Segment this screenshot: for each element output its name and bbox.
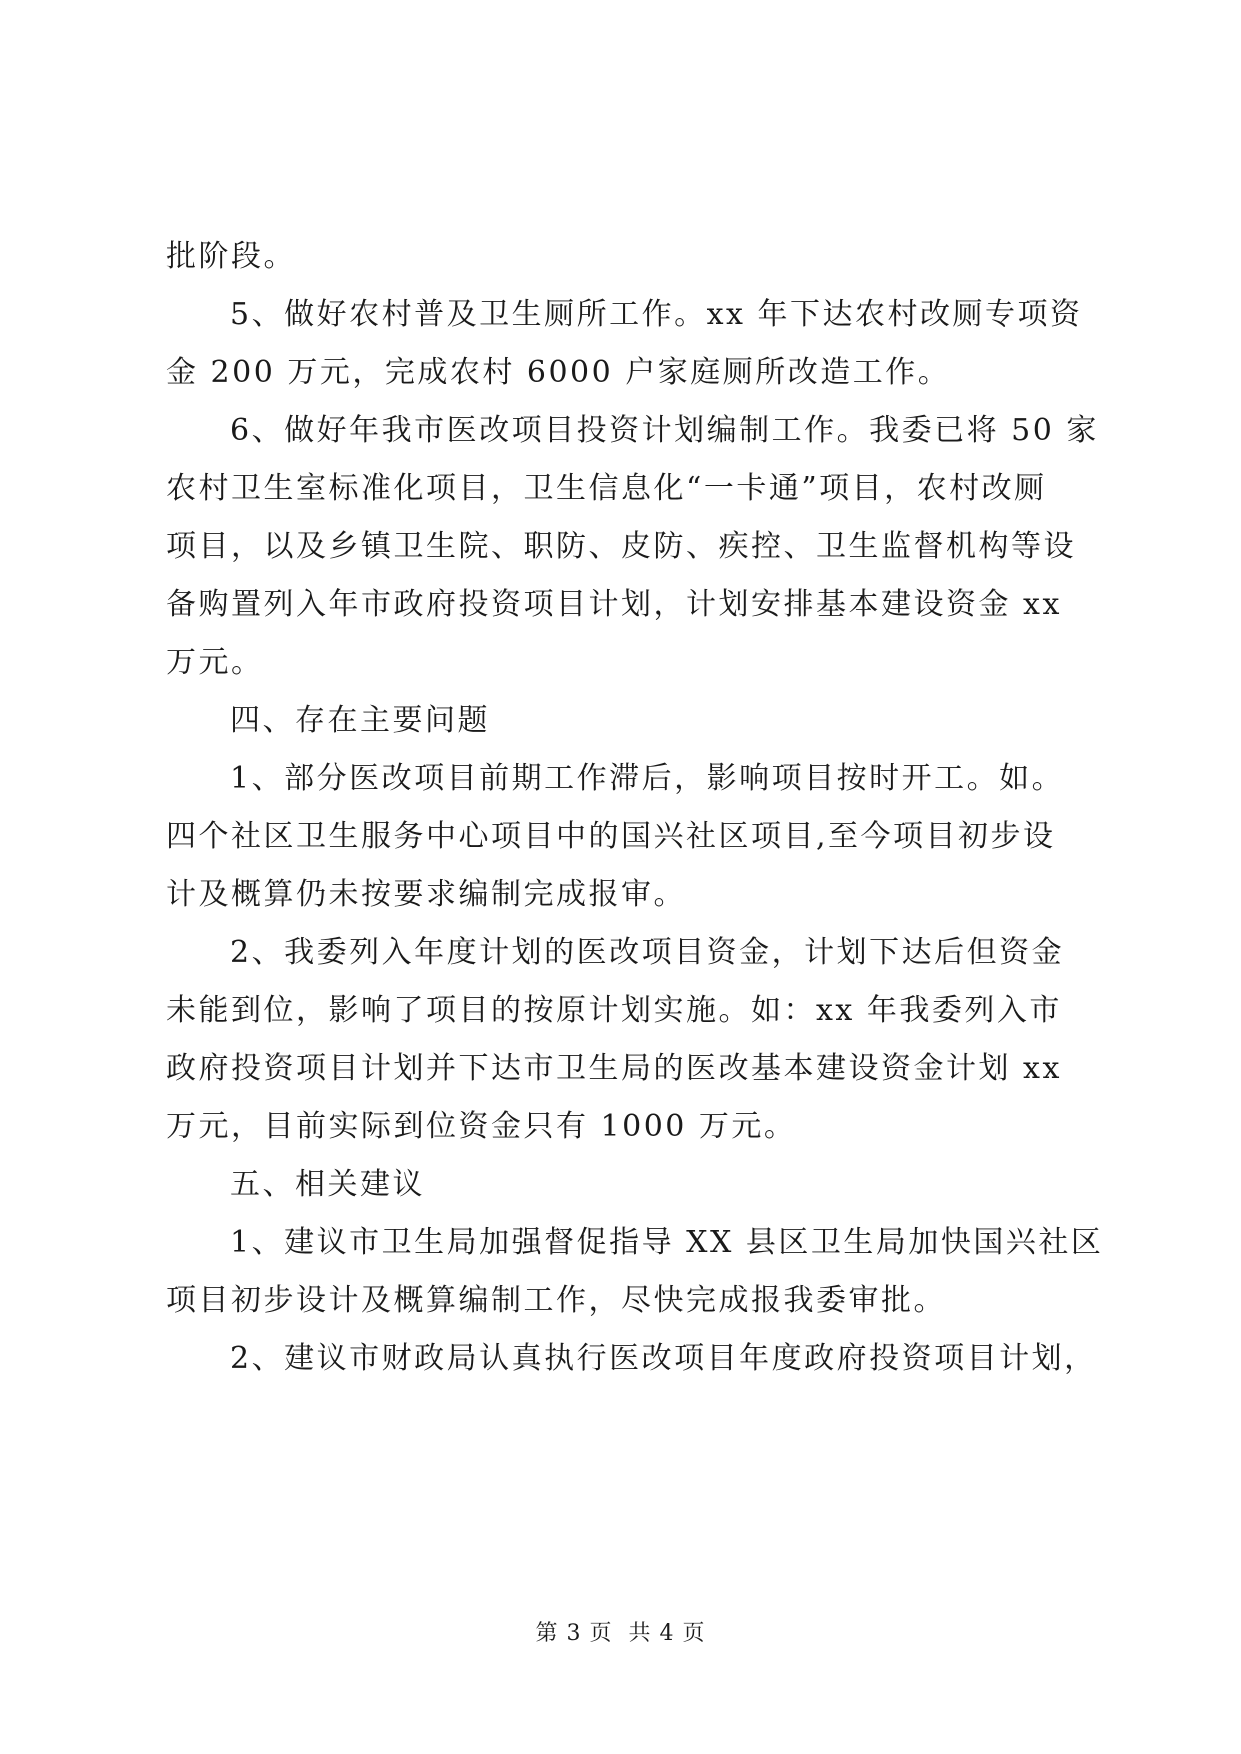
text-line: 农村卫生室标准化项目，卫生信息化“一卡通”项目，农村改厕: [166, 471, 1047, 506]
text-line: 万元。: [166, 645, 264, 680]
text-line: 未能到位，影响了项目的按原计划实施。如：xx 年我委列入市: [166, 993, 1062, 1028]
text-line: 1、建议市卫生局加强督促指导 XX 县区卫生局加快国兴社区: [230, 1225, 1104, 1260]
text-line: 1、部分医改项目前期工作滞后，影响项目按时开工。如。: [230, 761, 1065, 796]
text-line: 6、做好年我市医改项目投资计划编制工作。我委已将 50 家: [230, 413, 1099, 448]
text-line: 备购置列入年市政府投资项目计划，计划安排基本建设资金 xx: [166, 587, 1062, 622]
text-line: 批阶段。: [166, 239, 296, 274]
text-line: 万元，目前实际到位资金只有 1000 万元。: [166, 1109, 797, 1144]
document-body: [166, 228, 1104, 1388]
text-line: 项目初步设计及概算编制工作，尽快完成报我委审批。: [166, 1283, 946, 1318]
text-line: 2、建议市财政局认真执行医改项目年度政府投资项目计划，: [230, 1341, 1097, 1376]
text-line: 四、存在主要问题: [230, 703, 490, 738]
text-line: 2、我委列入年度计划的医改项目资金，计划下达后但资金: [230, 935, 1065, 970]
text-line: 政府投资项目计划并下达市卫生局的医改基本建设资金计划 xx: [166, 1051, 1062, 1086]
page-number-label: 第 3 页 共 4 页: [535, 1621, 706, 1646]
page-footer: [0, 1616, 1241, 1647]
text-line: 金 200 万元，完成农村 6000 户家庭厕所改造工作。: [166, 355, 951, 390]
text-line: 四个社区卫生服务中心项目中的国兴社区项目,至今项目初步设: [166, 819, 1056, 854]
text-line: 项目，以及乡镇卫生院、职防、皮防、疾控、卫生监督机构等设: [166, 529, 1076, 564]
text-line: 计及概算仍未按要求编制完成报审。: [166, 877, 686, 912]
text-line: 5、做好农村普及卫生厕所工作。xx 年下达农村改厕专项资: [230, 297, 1083, 332]
text-line: 五、相关建议: [230, 1167, 425, 1202]
